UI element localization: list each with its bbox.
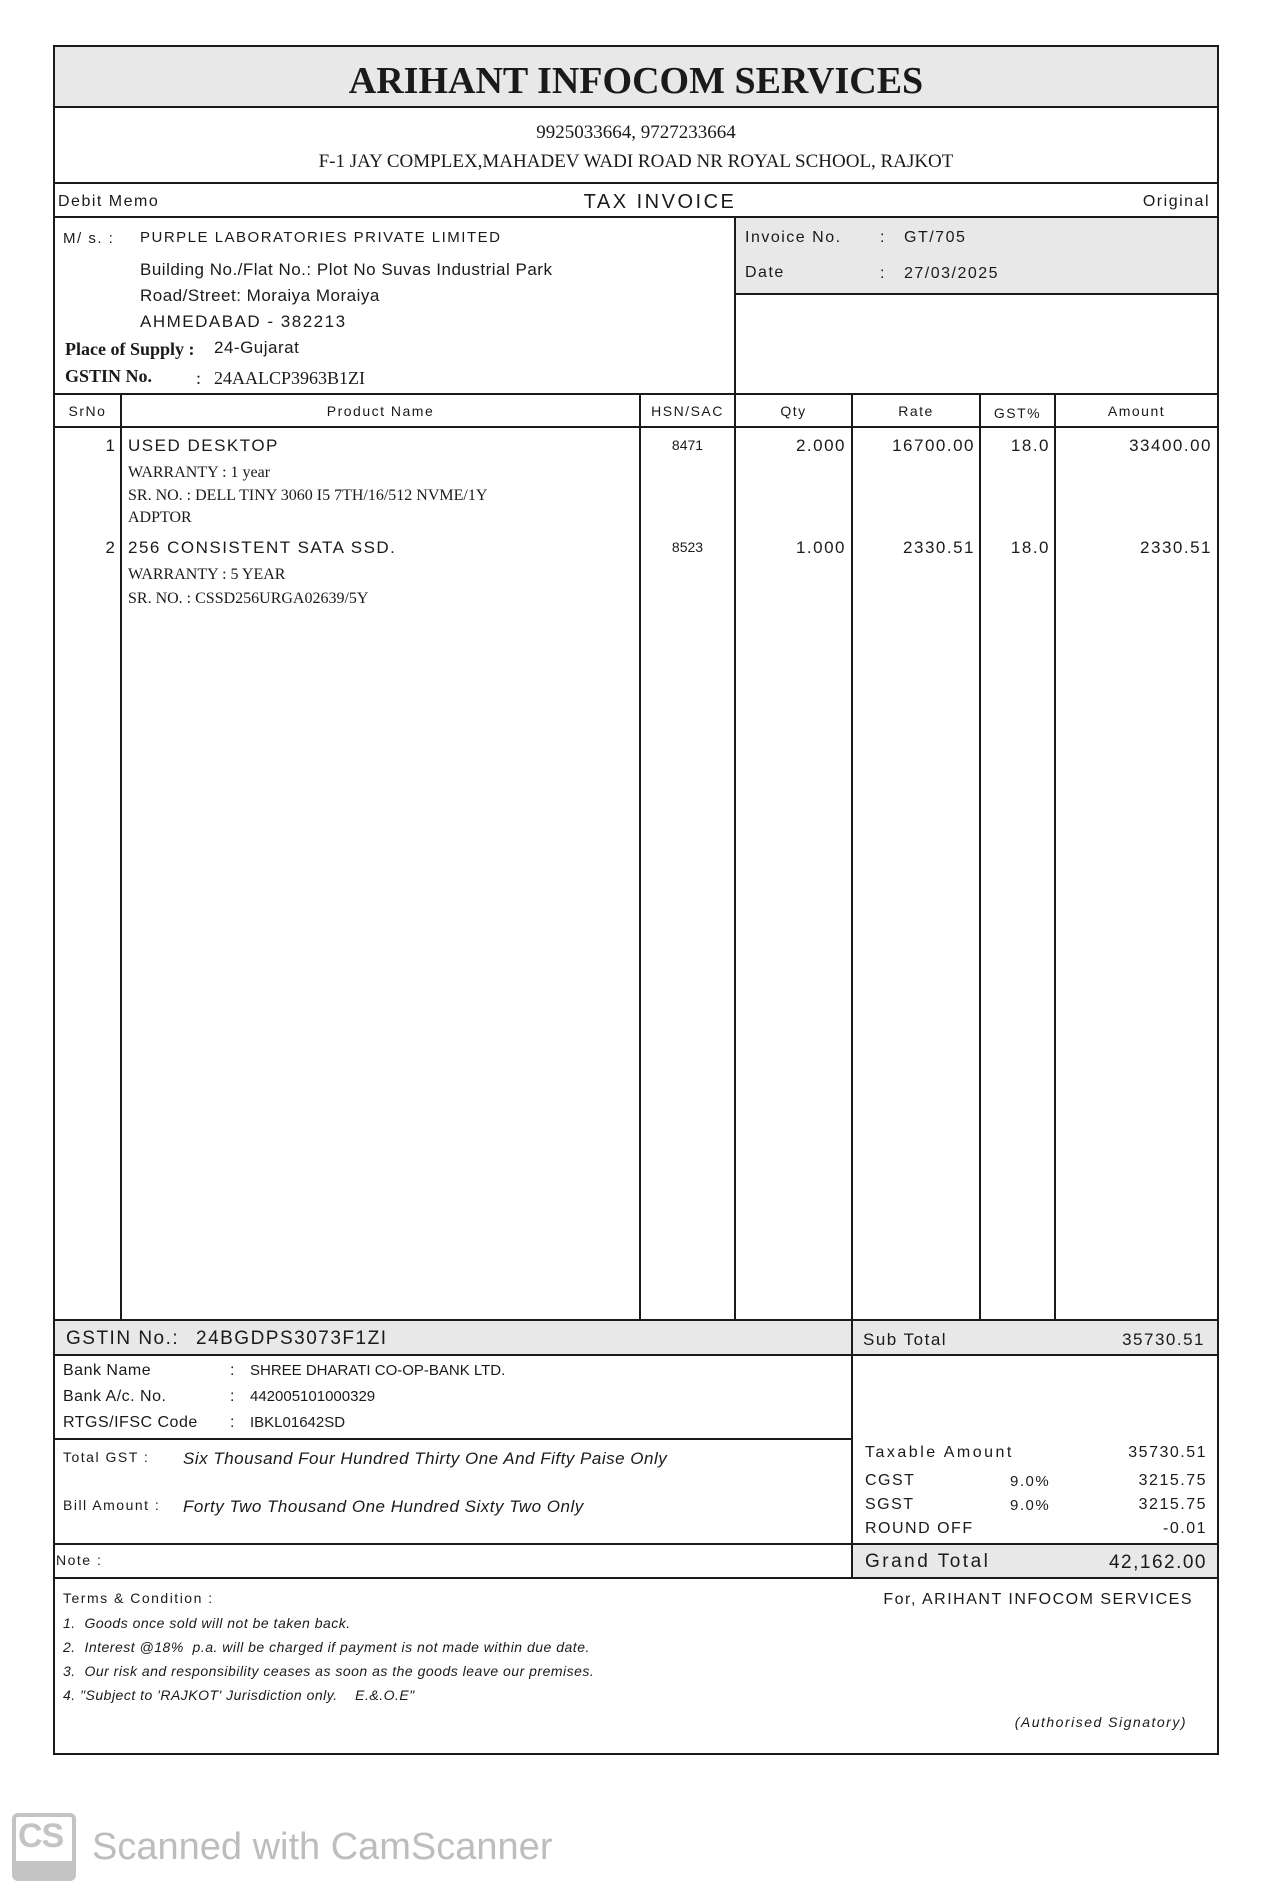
debit-memo-label: Debit Memo <box>58 193 160 210</box>
bank-account-colon: : <box>230 1388 235 1405</box>
bill-amount-words: Forty Two Thousand One Hundred Sixty Two Only <box>183 1497 584 1516</box>
invoice-date-value: 27/03/2025 <box>904 265 1000 282</box>
row-product-name: USED DESKTOP <box>128 436 279 455</box>
header-gst-percent: GST% <box>993 405 1042 421</box>
row-product-name: 256 CONSISTENT SATA SSD. <box>128 538 397 557</box>
taxable-amount-value: 35730.51 <box>1128 1444 1207 1461</box>
buyer-gstin-colon: : <box>196 368 202 388</box>
terms-item: 3. Our risk and responsibility ceases as soon as the goods leave our premises. <box>63 1663 595 1679</box>
cgst-rate: 9.0% <box>1010 1473 1051 1490</box>
bank-ifsc-value: IBKL01642SD <box>250 1414 346 1431</box>
row-srno: 2 <box>105 538 115 557</box>
row-hsn: 8471 <box>671 437 704 453</box>
divider <box>53 1354 1219 1356</box>
terms-item: 1. Goods once sold will not be taken back. <box>63 1615 351 1631</box>
camscanner-logo-icon <box>12 1813 76 1881</box>
row-amount: 2330.51 <box>1140 538 1212 557</box>
divider <box>734 293 1219 295</box>
company-header <box>55 47 1217 107</box>
divider <box>53 426 1219 428</box>
header-qty: Qty <box>780 403 807 419</box>
round-off-value: -0.01 <box>1163 1520 1207 1537</box>
invoice-date-colon: : <box>880 265 885 282</box>
total-gst-words: Six Thousand Four Hundred Thirty One And Fifty Paise Only <box>183 1449 668 1468</box>
round-off-label: ROUND OFF <box>865 1520 974 1537</box>
invoice-no-colon: : <box>880 229 885 246</box>
note-label: Note : <box>56 1552 103 1568</box>
taxable-amount-label: Taxable Amount <box>865 1444 1014 1461</box>
row-gst: 18.0 <box>1010 538 1050 557</box>
buyer-gstin-label: GSTIN No. <box>65 366 153 386</box>
invoice-date-label: Date <box>745 264 785 281</box>
row-qty: 2.000 <box>795 436 846 455</box>
bill-amount-words-label: Bill Amount : <box>63 1497 161 1513</box>
row-detail: WARRANTY : 1 year <box>128 464 271 481</box>
column-divider <box>639 393 641 1321</box>
sub-total-value: 35730.51 <box>1122 1330 1205 1349</box>
sgst-label: SGST <box>865 1496 915 1513</box>
buyer-address-line1: Building No./Flat No.: Plot No Suvas Industrial Park <box>140 260 553 279</box>
ms-label: M/ s. : <box>63 230 115 247</box>
divider <box>851 1319 853 1579</box>
cgst-value: 3215.75 <box>1138 1472 1207 1489</box>
column-divider <box>734 393 736 1321</box>
bank-ifsc-colon: : <box>230 1414 235 1431</box>
divider <box>53 1577 1219 1579</box>
original-label: Original <box>1142 193 1210 210</box>
invoice-no-label: Invoice No. <box>745 229 842 246</box>
divider <box>53 1438 851 1440</box>
buyer-address-line2: Road/Street: Moraiya Moraiya <box>140 286 380 305</box>
bank-ifsc-label: RTGS/IFSC Code <box>63 1414 198 1431</box>
row-hsn: 8523 <box>671 539 704 555</box>
buyer-gstin-value: 24AALCP3963B1ZI <box>214 368 366 388</box>
divider <box>53 106 1219 108</box>
grand-total-value: 42,162.00 <box>1108 1552 1207 1573</box>
column-divider <box>1054 393 1056 1321</box>
header-rate: Rate <box>898 403 934 419</box>
tax-invoice-title: TAX INVOICE <box>583 191 737 213</box>
place-of-supply-value: 24-Gujarat <box>214 338 300 357</box>
place-of-supply-label: Place of Supply : <box>65 339 195 359</box>
row-detail: WARRANTY : 5 YEAR <box>128 566 286 583</box>
seller-gstin-label: GSTIN No.: <box>66 1328 180 1349</box>
row-gst: 18.0 <box>1010 436 1050 455</box>
header-hsn-sac: HSN/SAC <box>651 403 724 419</box>
sgst-rate: 9.0% <box>1010 1497 1051 1514</box>
sub-total-label: Sub Total <box>863 1330 948 1349</box>
column-divider <box>120 393 122 1321</box>
seller-gstin-value: 24BGDPS3073F1ZI <box>196 1328 388 1349</box>
row-detail: SR. NO. : CSSD256URGA02639/5Y <box>128 590 369 607</box>
row-amount: 33400.00 <box>1129 436 1212 455</box>
header-product-name: Product Name <box>326 403 435 419</box>
bank-name-colon: : <box>230 1362 235 1379</box>
signature-for-line: For, ARIHANT INFOCOM SERVICES <box>883 1591 1193 1608</box>
row-srno: 1 <box>105 436 115 455</box>
company-phones: 9925033664, 9727233664 <box>536 122 736 143</box>
divider <box>53 182 1219 184</box>
authorised-signatory: (Authorised Signatory) <box>1014 1714 1187 1730</box>
cgst-label: CGST <box>865 1472 916 1489</box>
bank-name-label: Bank Name <box>63 1362 152 1379</box>
row-qty: 1.000 <box>795 538 846 557</box>
row-detail: ADPTOR <box>128 509 192 526</box>
sgst-value: 3215.75 <box>1138 1496 1207 1513</box>
header-amount: Amount <box>1107 403 1166 419</box>
total-gst-words-label: Total GST : <box>63 1449 150 1465</box>
terms-item: 2. Interest @18% p.a. will be charged if payment is not made within due date. <box>63 1639 590 1655</box>
company-address: F-1 JAY COMPLEX,MAHADEV WADI ROAD NR ROYAL SCHOOL, RAJKOT <box>318 151 954 172</box>
column-divider <box>979 393 981 1321</box>
divider <box>53 393 1219 395</box>
grand-total-label: Grand Total <box>865 1551 991 1572</box>
bank-account-label: Bank A/c. No. <box>63 1388 167 1405</box>
camscanner-logo-bar <box>16 1861 72 1877</box>
invoice-no-value: GT/705 <box>904 229 967 246</box>
terms-item: 4. "Subject to 'RAJKOT' Jurisdiction only. E.&.O.E" <box>63 1687 415 1703</box>
bank-account-value: 442005101000329 <box>250 1388 376 1405</box>
buyer-name: PURPLE LABORATORIES PRIVATE LIMITED <box>140 229 502 246</box>
company-name: ARIHANT INFOCOM SERVICES <box>348 60 924 102</box>
row-detail: SR. NO. : DELL TINY 3060 I5 7TH/16/512 NVME/1Y <box>128 487 488 504</box>
camscanner-watermark: Scanned with CamScanner <box>92 1826 553 1868</box>
header-srno: SrNo <box>68 403 107 419</box>
camscanner-logo-text: CS <box>18 1817 64 1855</box>
column-divider <box>851 393 853 1321</box>
row-rate: 2330.51 <box>903 538 975 557</box>
row-rate: 16700.00 <box>892 436 975 455</box>
buyer-address-line3: AHMEDABAD - 382213 <box>140 312 347 331</box>
bank-name-value: SHREE DHARATI CO-OP-BANK LTD. <box>250 1362 506 1379</box>
terms-title: Terms & Condition : <box>63 1590 214 1606</box>
